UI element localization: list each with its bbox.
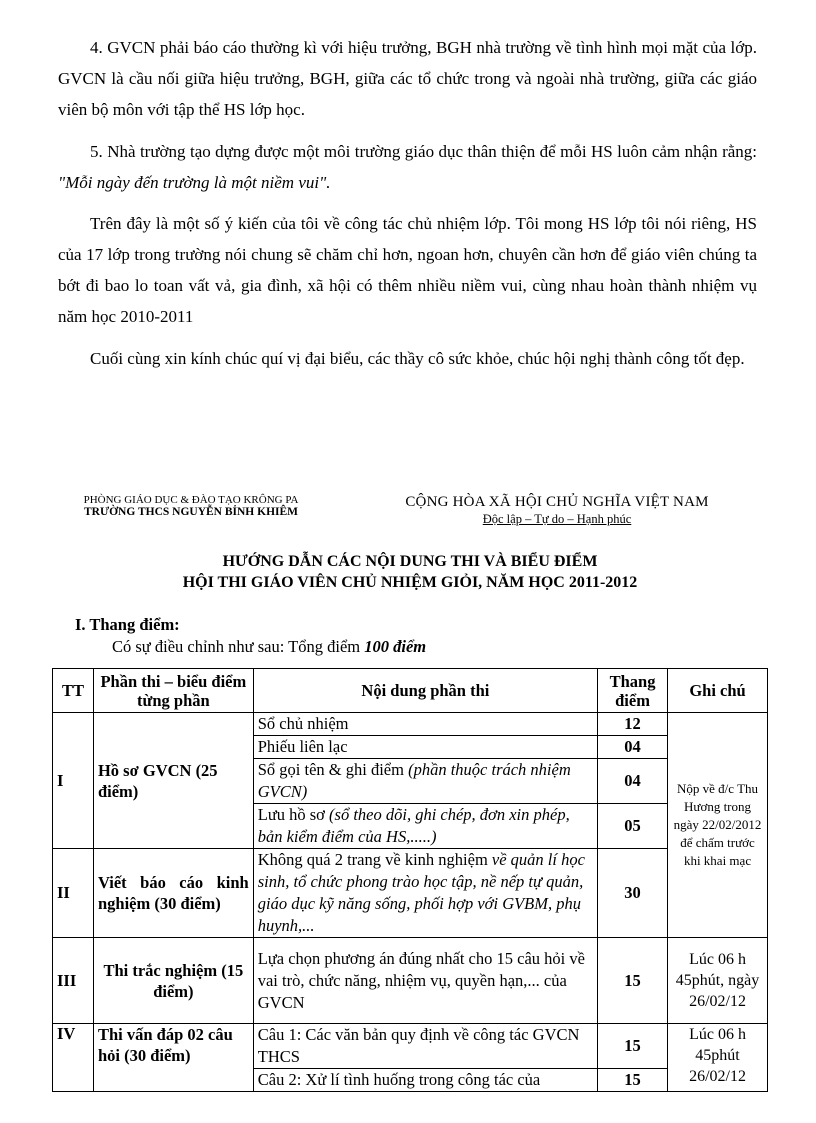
table-row <box>53 849 768 938</box>
score-cell: 15 <box>598 1024 668 1069</box>
section-note: Có sự điều chỉnh như sau: Tổng điểm 100 điểm <box>112 637 427 656</box>
nation-header <box>378 494 736 527</box>
header-score: Thang điểm <box>598 669 668 713</box>
header-tt: TT <box>53 669 94 713</box>
note-cell: Nộp về đ/c Thu Hương trong ngày 22/02/2012 để chấm trước khi khai mạc <box>668 713 768 938</box>
score-cell: 04 <box>598 759 668 804</box>
document-title: HƯỚNG DẪN CÁC NỘI DUNG THI VÀ BIỂU ĐIỂM <box>222 553 598 570</box>
part-name: Thi vấn đáp 02 câu hỏi (30 điểm) <box>93 1024 253 1092</box>
note-cell: Lúc 06 h 45phút 26/02/12 <box>668 1024 768 1092</box>
total-score: 100 điểm <box>364 637 427 656</box>
paragraph-conclusion: Trên đây là một số ý kiến của tôi về công tác chủ nhiệm lớp. Tôi mong HS lớp tôi nói riêng, HS của 17 lớp trong trường nói chung sẽ chăm chỉ hơn, ngoan hơn, chuyên cần hơn để giáo viên chúng ta bớt đi bao lo toan vất vả, gia đình, xã hội có thêm nhiều niềm vui, cùng nhau hoàn thành nhiệm vụ năm học 2010-2011 <box>58 214 757 326</box>
note-cell: Lúc 06 h 45phút, ngày 26/02/12 <box>668 938 768 1024</box>
content-cell: Câu 1: Các văn bản quy định về công tác GVCN THCS <box>253 1024 597 1069</box>
section-heading: I. Thang điểm: <box>75 615 180 634</box>
content-cell: Câu 2: Xử lí tình huống trong công tác của <box>253 1069 597 1092</box>
content-cell: Sổ gọi tên & ghi điểm (phần thuộc trách nhiệm GVCN) <box>253 759 597 804</box>
nation-motto: Độc lập – Tự do – Hạnh phúc <box>482 512 632 526</box>
row-number: III <box>53 938 94 1024</box>
quote-text: "Mỗi ngày đến trường là một niềm vui". <box>58 173 331 192</box>
part-name: Thi trắc nghiệm (15 điểm) <box>93 938 253 1024</box>
scoring-table <box>52 668 768 1092</box>
table-row <box>53 713 768 736</box>
header-note: Ghi chú <box>668 669 768 713</box>
paragraph-closing: Cuối cùng xin kính chúc quí vị đại biểu, các thầy cô sức khỏe, chúc hội nghị thành công tốt đẹp. <box>90 349 745 368</box>
content-cell: Không quá 2 trang về kinh nghiệm về quản lí học sinh, tổ chức phong trào học tập, nề nếp tự quản, giáo dục kỹ năng sống, phối hợp với GVBM, phụ huynh,... <box>253 849 597 938</box>
table-row <box>53 1024 768 1069</box>
school-name: TRƯỜNG THCS NGUYỄN BỈNH KHIÊM <box>83 506 299 518</box>
header-part: Phần thi – biểu điểm từng phần <box>93 669 253 713</box>
score-cell: 15 <box>598 1069 668 1092</box>
score-cell: 12 <box>598 713 668 736</box>
paragraph-4: 4. GVCN phải báo cáo thường kì với hiệu trưởng, BGH nhà trường về tình hình mọi mặt của lớp. GVCN là cầu nối giữa hiệu trưởng, BGH, giữa các tổ chức trong và ngoài nhà trường, giữa các giáo viên bộ môn với tập thể HS lớp học. <box>58 38 757 119</box>
content-cell: Sổ chủ nhiệm <box>253 713 597 736</box>
document-subtitle: HỘI THI GIÁO VIÊN CHỦ NHIỆM GIỎI, NĂM HỌC 2011-2012 <box>182 574 638 591</box>
department-name: PHÒNG GIÁO DỤC & ĐÀO TẠO KRÔNG PA <box>83 494 299 506</box>
part-name: Hồ sơ GVCN (25 điểm) <box>93 713 253 849</box>
score-cell: 04 <box>598 736 668 759</box>
content-cell: Lựa chọn phương án đúng nhất cho 15 câu hỏi về vai trò, chức năng, nhiệm vụ, quyền hạn,... của GVCN <box>253 938 597 1024</box>
nation-name: CỘNG HÒA XÃ HỘI CHỦ NGHĨA VIỆT NAM <box>405 494 709 510</box>
score-cell: 05 <box>598 804 668 849</box>
department-header <box>56 494 326 518</box>
row-number: I <box>53 713 94 849</box>
row-number: IV <box>53 1024 94 1092</box>
content-cell: Lưu hồ sơ (sổ theo dõi, ghi chép, đơn xin phép, bản kiểm điểm của HS,.....) <box>253 804 597 849</box>
header-content: Nội dung phần thi <box>253 669 597 713</box>
score-cell: 30 <box>598 849 668 938</box>
table-row <box>53 938 768 1024</box>
table-header-row <box>53 669 768 713</box>
row-number: II <box>53 849 94 938</box>
score-cell: 15 <box>598 938 668 1024</box>
part-name: Viết báo cáo kinh nghiệm (30 điểm) <box>93 849 253 938</box>
content-cell: Phiếu liên lạc <box>253 736 597 759</box>
paragraph-5: 5. Nhà trường tạo dựng được một môi trường giáo dục thân thiện để mỗi HS luôn cảm nhận rằng: "Mỗi ngày đến trường là một niềm vui". <box>58 142 757 192</box>
